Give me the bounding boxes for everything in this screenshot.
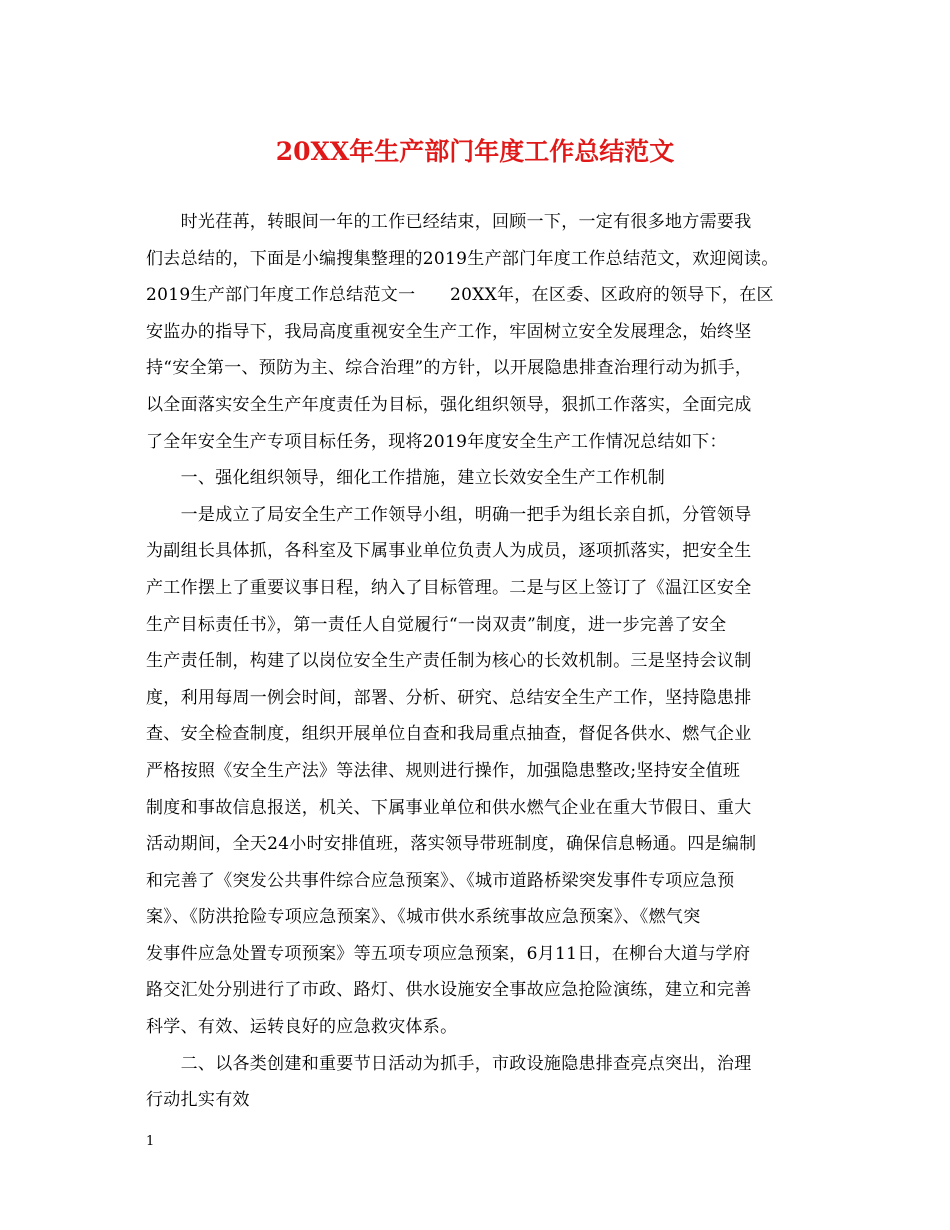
body-line: 严格按照《安全生产法》等法律、规则进行操作，加强隐患整改;坚持安全值班 xyxy=(146,760,741,781)
body-line: 了全年安全生产专项目标任务，现将2019年度安全生产工作情况总结如下： xyxy=(146,431,727,452)
body-line: 安监办的指导下，我局高度重视安全生产工作，牢固树立安全发展理念，始终坚 xyxy=(146,321,752,342)
body-line: 2019生产部门年度工作总结范文一 20XX年，在区委、区政府的领导下，在区 xyxy=(146,285,774,306)
body-line: 二、以各类创建和重要节日活动为抓手，市政设施隐患排查亮点突出，治理 xyxy=(146,1053,752,1074)
body-line: 行动扎实有效 xyxy=(146,1090,250,1111)
body-line: 案》、《防洪抢险专项应急预案》、《城市供水系统事故应急预案》、《燃气突 xyxy=(146,907,701,928)
body-line: 路交汇处分别进行了市政、路灯、供水设施安全事故应急抢险演练，建立和完善 xyxy=(146,980,752,1001)
body-line: 产工作摆上了重要议事日程，纳入了目标管理。二是与区上签订了《温江区安全 xyxy=(146,577,752,598)
body-line: 一是成立了局安全生产工作领导小组，明确一把手为组长亲自抓，分管领导 xyxy=(146,504,752,525)
body-line: 以全面落实安全生产年度责任为目标，强化组织领导，狠抓工作落实，全面完成 xyxy=(146,394,752,415)
body-line: 持“安全第一、预防为主、综合治理”的方针，以开展隐患排查治理行动为抓手， xyxy=(146,358,753,379)
body-line: 时光荏苒，转眼间一年的工作已经结束，回顾一下，一定有很多地方需要我 xyxy=(146,212,752,232)
body-line: 一、强化组织领导，细化工作措施，建立长效安全生产工作机制 xyxy=(146,468,665,489)
body-line: 生产责任制，构建了以岗位安全生产责任制为核心的长效机制。三是坚持会议制 xyxy=(146,651,752,672)
body-line: 和完善了《突发公共事件综合应急预案》、《城市道路桥梁突发事件专项应急预 xyxy=(146,870,735,891)
body-line: 们去总结的，下面是小编搜集整理的2019生产部门年度工作总结范文，欢迎阅读。 xyxy=(146,248,779,269)
body-line: 为副组长具体抓，各科室及下属事业单位负责人为成员，逐项抓落实，把安全生 xyxy=(146,541,752,562)
body-line: 度，利用每周一例会时间，部署、分析、研究、总结安全生产工作，坚持隐患排 xyxy=(146,687,752,708)
body-line: 活动期间，全天24小时安排值班，落实领导带班制度，确保信息畅通。四是编制 xyxy=(146,834,757,855)
body-line: 查、安全检查制度，组织开展单位自查和我局重点抽查，督促各供水、燃气企业 xyxy=(146,724,752,745)
body-line: 科学、有效、运转良好的应急救灾体系。 xyxy=(146,1017,458,1038)
body-line: 制度和事故信息报送，机关、下属事业单位和供水燃气企业在重大节假日、重大 xyxy=(146,797,752,818)
body-line: 发事件应急处置专项预案》等五项专项应急预案，6月11日，在柳台大道与学府 xyxy=(146,943,751,964)
body-line: 生产目标责任书》，第一责任人自觉履行“一岗双责”制度，进一步完善了安全 xyxy=(146,614,727,635)
page-number: 1 xyxy=(146,1134,155,1149)
document-title: 20XX年生产部门年度工作总结范文 xyxy=(275,137,675,166)
document-body xyxy=(146,204,816,1119)
